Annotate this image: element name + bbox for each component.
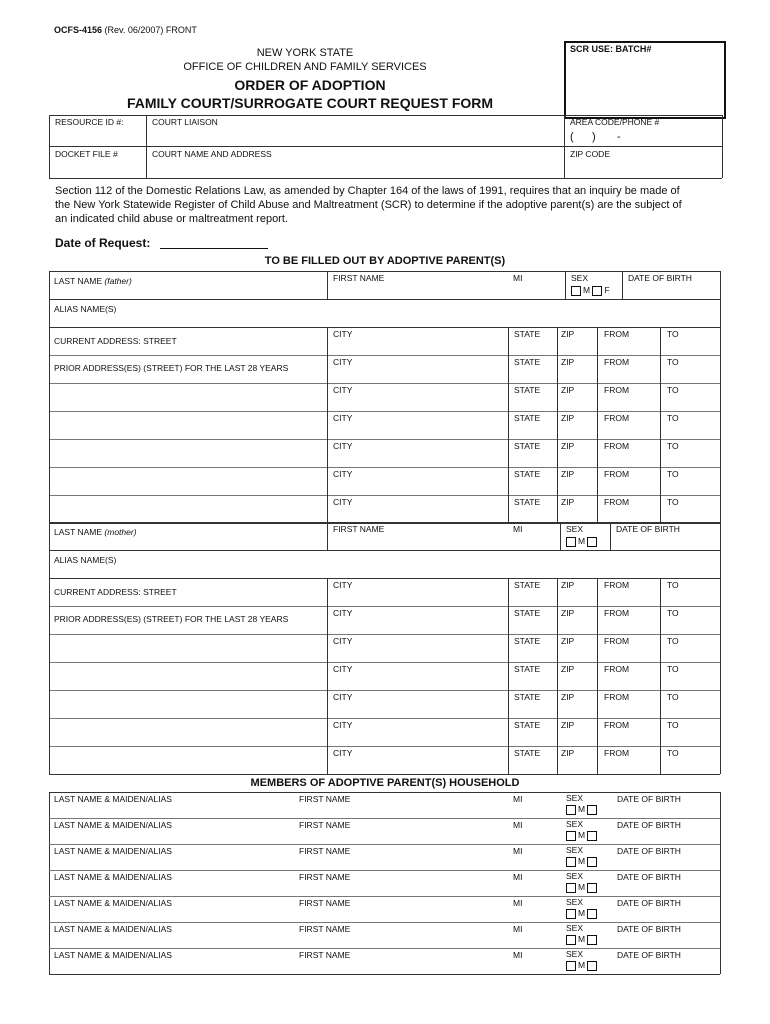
household-first-name-label: FIRST NAME (299, 872, 351, 882)
state-label: STATE (514, 441, 541, 451)
household-first-name-label: FIRST NAME (299, 846, 351, 856)
from-label: FROM (604, 385, 630, 395)
household-last-name-label: LAST NAME & MAIDEN/ALIAS (54, 846, 172, 856)
household-first-name-label: FIRST NAME (299, 820, 351, 830)
zip-label: ZIP (561, 497, 575, 507)
city-label: CITY (333, 580, 353, 590)
zip-label: ZIP (561, 720, 575, 730)
first-name-father-field[interactable] (328, 283, 506, 298)
state-name: NEW YORK STATE (256, 47, 354, 59)
alias-mother-field[interactable] (50, 565, 719, 577)
state-label: STATE (514, 329, 541, 339)
from-label: FROM (604, 469, 630, 479)
household-sex-label: SEX (566, 949, 584, 959)
sex-f-checkbox[interactable] (587, 935, 597, 945)
from-label: FROM (604, 413, 630, 423)
household-sex-label: SEX (566, 819, 584, 829)
street-field[interactable] (50, 483, 326, 494)
household-mi-label: MI (513, 846, 523, 856)
from-label: FROM (604, 441, 630, 451)
sex-m-label: M (578, 830, 586, 840)
street-field[interactable] (50, 594, 326, 605)
state-label: STATE (514, 608, 541, 618)
street-field[interactable] (50, 650, 326, 661)
alias-father-label: ALIAS NAME(S) (54, 304, 117, 314)
household-dob-field[interactable] (613, 934, 719, 947)
zip-label: ZIP (561, 748, 575, 758)
household-dob-field[interactable] (613, 804, 719, 817)
zip-label: ZIP (561, 357, 575, 367)
street-field[interactable] (50, 706, 326, 717)
household-last-name-label: LAST NAME & MAIDEN/ALIAS (54, 950, 172, 960)
state-label: STATE (514, 748, 541, 758)
household-sex-label: SEX (566, 871, 584, 881)
household-sex-options (566, 908, 599, 919)
sex-m-label: M (578, 856, 586, 866)
docket-field[interactable] (50, 160, 145, 177)
household-first-name-field[interactable] (295, 960, 507, 973)
sex-f-checkbox[interactable] (587, 805, 597, 815)
zip-label: ZIP (561, 608, 575, 618)
last-name-father-field[interactable] (50, 286, 326, 298)
state-label: STATE (514, 413, 541, 423)
household-last-name-field[interactable] (50, 934, 293, 947)
sex-m-label: M (578, 908, 586, 918)
sex-f-label: F (604, 285, 610, 295)
from-label: FROM (604, 580, 630, 590)
state-label: STATE (514, 385, 541, 395)
household-mi-label: MI (513, 820, 523, 830)
from-label: FROM (604, 664, 630, 674)
to-label: TO (667, 469, 679, 479)
sex-m-checkbox[interactable] (566, 961, 576, 971)
household-first-name-field[interactable] (295, 856, 507, 869)
state-label: STATE (514, 636, 541, 646)
street-field[interactable] (50, 678, 326, 689)
zip-label: ZIP (561, 692, 575, 702)
to-label: TO (667, 692, 679, 702)
household-sex-options (566, 830, 599, 841)
first-name-mother-label: FIRST NAME (333, 524, 385, 534)
state-label: STATE (514, 664, 541, 674)
household-sex-options (566, 804, 599, 815)
to-label: TO (667, 357, 679, 367)
household-first-name-field[interactable] (295, 908, 507, 921)
alias-father-field[interactable] (50, 314, 719, 326)
last-name-father-label (54, 276, 132, 286)
sex-m-checkbox[interactable] (566, 831, 576, 841)
household-first-name-label: FIRST NAME (299, 924, 351, 934)
sex-mother-label: SEX (566, 524, 584, 534)
zip-label: ZIP (561, 329, 575, 339)
city-label: CITY (333, 497, 353, 507)
area-code-label: AREA CODE/PHONE # (570, 117, 660, 127)
sex-m-checkbox[interactable] (566, 537, 576, 547)
street-field[interactable] (50, 511, 326, 522)
to-label: TO (667, 636, 679, 646)
sex-f-checkbox[interactable] (587, 857, 597, 867)
from-label: FROM (604, 692, 630, 702)
household-dob-label: DATE OF BIRTH (617, 872, 681, 882)
zip-label: ZIP (561, 441, 575, 451)
sex-m-checkbox[interactable] (566, 883, 576, 893)
state-label: STATE (514, 497, 541, 507)
household-first-name-field[interactable] (295, 934, 507, 947)
zip-label: ZIP (561, 580, 575, 590)
scr-batch-label: SCR USE: BATCH# (570, 44, 652, 54)
household-last-name-field[interactable] (50, 882, 293, 895)
last-name-mother-field[interactable] (50, 537, 326, 549)
to-label: TO (667, 385, 679, 395)
household-last-name-field[interactable] (50, 960, 293, 973)
street-field[interactable] (50, 371, 326, 382)
date-of-request-label: Date of Request: (55, 236, 151, 250)
current-address-father-label: CURRENT ADDRESS: STREET (54, 336, 177, 346)
sex-m-checkbox[interactable] (571, 286, 581, 296)
household-last-name-label: LAST NAME & MAIDEN/ALIAS (54, 924, 172, 934)
city-label: CITY (333, 720, 353, 730)
sex-mother-options (566, 536, 599, 547)
sex-f-checkbox[interactable] (587, 883, 597, 893)
sex-f-checkbox[interactable] (587, 831, 597, 841)
sex-f-checkbox[interactable] (587, 537, 597, 547)
household-last-name-label: LAST NAME & MAIDEN/ALIAS (54, 820, 172, 830)
state-label: STATE (514, 469, 541, 479)
household-sex-options (566, 856, 599, 867)
prior-address-father-label: PRIOR ADDRESS(ES) (STREET) FOR THE LAST 28 YEARS (54, 363, 289, 373)
court-liaison-label: COURT LIAISON (152, 117, 218, 127)
phone-field[interactable]: ( ) - (570, 131, 621, 143)
intro-line-3: an indicated child abuse or maltreatment report. (55, 213, 288, 225)
form-code-line (54, 25, 197, 35)
from-label: FROM (604, 329, 630, 339)
household-first-name-field[interactable] (295, 804, 507, 817)
zip-label: ZIP (561, 636, 575, 646)
intro-line-1: Section 112 of the Domestic Relations Law, as amended by Chapter 164 of the laws of 1991, requires that an inquiry be made of (55, 185, 680, 197)
household-last-name-label: LAST NAME & MAIDEN/ALIAS (54, 794, 172, 804)
household-last-name-field[interactable] (50, 804, 293, 817)
state-label: STATE (514, 580, 541, 590)
household-dob-label: DATE OF BIRTH (617, 846, 681, 856)
office-name: OFFICE OF CHILDREN AND FAMILY SERVICES (183, 61, 427, 73)
first-name-father-label: FIRST NAME (333, 273, 385, 283)
street-field[interactable] (50, 622, 326, 633)
to-label: TO (667, 329, 679, 339)
to-label: TO (667, 664, 679, 674)
household-dob-field[interactable] (613, 908, 719, 921)
street-field[interactable] (50, 762, 326, 773)
resource-id-label: RESOURCE ID #: (55, 117, 124, 127)
household-sex-label: SEX (566, 845, 584, 855)
mi-mother-label: MI (513, 524, 523, 534)
sex-m-label: M (583, 285, 591, 295)
city-label: CITY (333, 608, 353, 618)
sex-m-checkbox[interactable] (566, 857, 576, 867)
city-label: CITY (333, 385, 353, 395)
zip-code-field[interactable] (565, 160, 721, 177)
street-field[interactable] (50, 734, 326, 745)
city-label: CITY (333, 413, 353, 423)
sex-m-label: M (578, 804, 586, 814)
last-name-label-text: LAST NAME (54, 527, 103, 537)
form-subtitle: FAMILY COURT/SURROGATE COURT REQUEST FORM (126, 95, 494, 111)
household-dob-label: DATE OF BIRTH (617, 924, 681, 934)
date-of-request-field[interactable] (160, 236, 268, 249)
sex-father-label: SEX (571, 273, 589, 283)
household-last-name-field[interactable] (50, 830, 293, 843)
household-dob-label: DATE OF BIRTH (617, 820, 681, 830)
current-address-mother-label: CURRENT ADDRESS: STREET (54, 587, 177, 597)
household-first-name-field[interactable] (295, 882, 507, 895)
dob-mother-field[interactable] (611, 534, 719, 549)
dob-mother-label: DATE OF BIRTH (616, 524, 680, 534)
household-dob-field[interactable] (613, 960, 719, 973)
household-dob-field[interactable] (613, 856, 719, 869)
to-label: TO (667, 748, 679, 758)
state-label: STATE (514, 720, 541, 730)
docket-label: DOCKET FILE # (55, 149, 118, 159)
zip-label: ZIP (561, 469, 575, 479)
street-field[interactable] (50, 343, 326, 354)
zip-code-label: ZIP CODE (570, 149, 610, 159)
section-parents-title: TO BE FILLED OUT BY ADOPTIVE PARENT(S) (264, 255, 506, 267)
sex-m-checkbox[interactable] (566, 935, 576, 945)
street-field[interactable] (50, 399, 326, 410)
city-label: CITY (333, 636, 353, 646)
household-sex-label: SEX (566, 897, 584, 907)
from-label: FROM (604, 720, 630, 730)
to-label: TO (667, 608, 679, 618)
prior-address-mother-label: PRIOR ADDRESS(ES) (STREET) FOR THE LAST 28 YEARS (54, 614, 289, 624)
father-qualifier: (father) (104, 276, 132, 286)
last-name-mother-label (54, 527, 137, 537)
form-code: OCFS-4156 (54, 25, 103, 35)
mother-qualifier: (mother) (104, 527, 137, 537)
sex-f-checkbox[interactable] (587, 961, 597, 971)
household-mi-label: MI (513, 872, 523, 882)
last-name-label-text: LAST NAME (54, 276, 103, 286)
sex-m-label: M (578, 882, 586, 892)
zip-label: ZIP (561, 664, 575, 674)
household-last-name-label: LAST NAME & MAIDEN/ALIAS (54, 898, 172, 908)
household-sex-options (566, 934, 599, 945)
court-name-field[interactable] (147, 160, 563, 177)
state-label: STATE (514, 692, 541, 702)
household-sex-label: SEX (566, 793, 584, 803)
sex-m-label: M (578, 934, 586, 944)
sex-f-checkbox[interactable] (592, 286, 602, 296)
to-label: TO (667, 720, 679, 730)
sex-m-label: M (578, 536, 586, 546)
street-field[interactable] (50, 427, 326, 438)
dob-father-field[interactable] (623, 283, 719, 298)
intro-line-2: the New York Statewide Register of Child Abuse and Maltreatment (SCR) to determine if the adoptive parent(s) are the subject of (55, 199, 682, 211)
from-label: FROM (604, 608, 630, 618)
household-mi-label: MI (513, 898, 523, 908)
city-label: CITY (333, 329, 353, 339)
state-label: STATE (514, 357, 541, 367)
resource-id-field[interactable] (50, 129, 145, 145)
household-last-name-field[interactable] (50, 856, 293, 869)
household-dob-label: DATE OF BIRTH (617, 898, 681, 908)
household-sex-options (566, 882, 599, 893)
dob-father-label: DATE OF BIRTH (628, 273, 692, 283)
city-label: CITY (333, 441, 353, 451)
street-field[interactable] (50, 455, 326, 466)
household-first-name-field[interactable] (295, 830, 507, 843)
to-label: TO (667, 580, 679, 590)
household-mi-label: MI (513, 924, 523, 934)
household-first-name-label: FIRST NAME (299, 950, 351, 960)
zip-label: ZIP (561, 413, 575, 423)
household-dob-field[interactable] (613, 882, 719, 895)
city-label: CITY (333, 469, 353, 479)
household-sex-options (566, 960, 599, 971)
to-label: TO (667, 441, 679, 451)
city-label: CITY (333, 664, 353, 674)
to-label: TO (667, 497, 679, 507)
city-label: CITY (333, 692, 353, 702)
household-sex-label: SEX (566, 923, 584, 933)
city-label: CITY (333, 748, 353, 758)
zip-label: ZIP (561, 385, 575, 395)
alias-mother-label: ALIAS NAME(S) (54, 555, 117, 565)
from-label: FROM (604, 357, 630, 367)
household-last-name-field[interactable] (50, 908, 293, 921)
household-mi-label: MI (513, 794, 523, 804)
household-dob-label: DATE OF BIRTH (617, 794, 681, 804)
household-mi-label: MI (513, 950, 523, 960)
first-name-mother-field[interactable] (328, 534, 506, 549)
form-revision: (Rev. 06/2007) FRONT (104, 25, 197, 35)
household-dob-label: DATE OF BIRTH (617, 950, 681, 960)
city-label: CITY (333, 357, 353, 367)
sex-m-checkbox[interactable] (566, 805, 576, 815)
household-last-name-label: LAST NAME & MAIDEN/ALIAS (54, 872, 172, 882)
household-first-name-label: FIRST NAME (299, 794, 351, 804)
household-first-name-label: FIRST NAME (299, 898, 351, 908)
sex-f-checkbox[interactable] (587, 909, 597, 919)
court-name-label: COURT NAME AND ADDRESS (152, 149, 272, 159)
mi-father-label: MI (513, 273, 523, 283)
court-liaison-field[interactable] (147, 129, 563, 145)
from-label: FROM (604, 497, 630, 507)
from-label: FROM (604, 636, 630, 646)
form-title: ORDER OF ADOPTION (234, 77, 386, 93)
sex-m-label: M (578, 960, 586, 970)
household-dob-field[interactable] (613, 830, 719, 843)
from-label: FROM (604, 748, 630, 758)
to-label: TO (667, 413, 679, 423)
section-household-title: MEMBERS OF ADOPTIVE PARENT(S) HOUSEHOLD (250, 777, 520, 789)
sex-father-options (571, 285, 610, 296)
sex-m-checkbox[interactable] (566, 909, 576, 919)
